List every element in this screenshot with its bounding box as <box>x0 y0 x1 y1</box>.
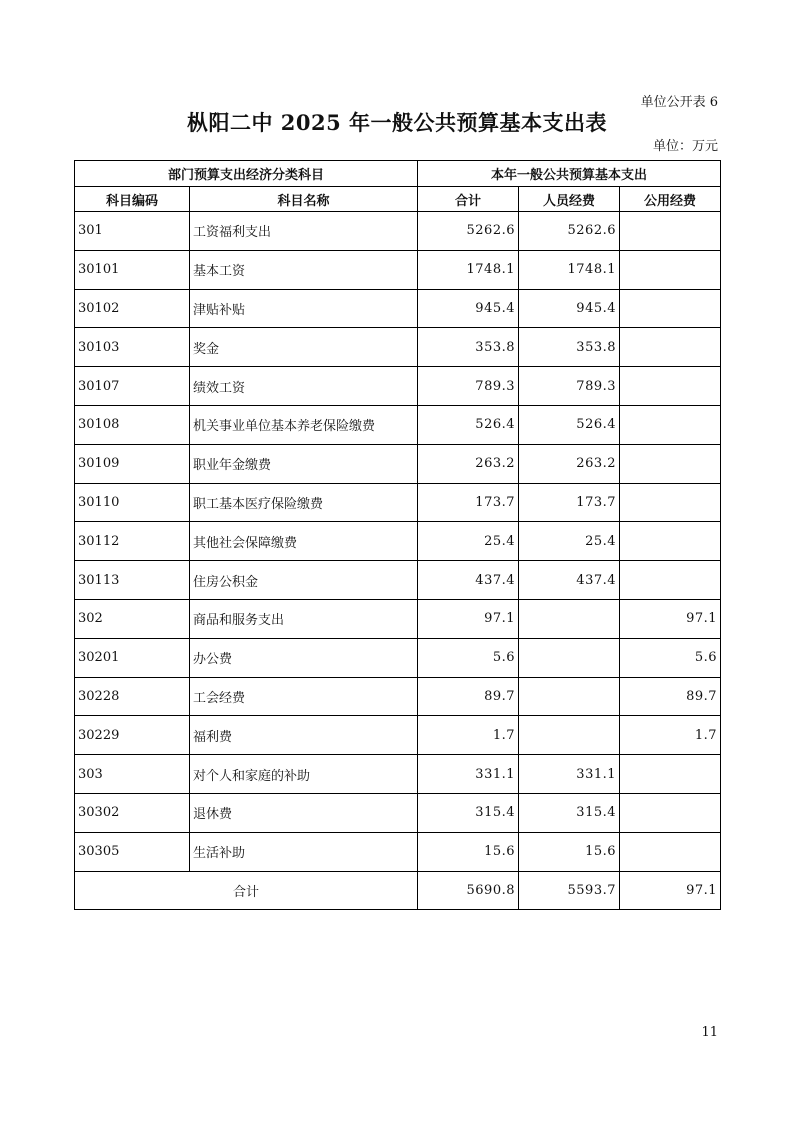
row-code: 30201 <box>75 638 190 677</box>
row-public: 97.1 <box>620 599 721 638</box>
row-total: 437.4 <box>418 561 519 600</box>
row-total: 173.7 <box>418 483 519 522</box>
page-title: 枞阳二中 2025 年一般公共预算基本支出表 <box>186 110 608 135</box>
table-row <box>75 444 721 483</box>
row-personnel <box>519 599 620 638</box>
row-name: 退休费 <box>190 793 418 832</box>
row-code: 303 <box>75 755 190 794</box>
row-personnel: 789.3 <box>519 367 620 406</box>
row-total: 526.4 <box>418 405 519 444</box>
table-row <box>75 599 721 638</box>
row-name: 绩效工资 <box>190 367 418 406</box>
total-label: 合计 <box>75 871 418 909</box>
row-code: 30102 <box>75 289 190 328</box>
row-code: 30229 <box>75 716 190 755</box>
unit-label: 单位：万元 <box>652 139 718 154</box>
total-row <box>75 871 721 909</box>
header-row-columns <box>75 187 721 212</box>
row-personnel: 353.8 <box>519 328 620 367</box>
table-row <box>75 405 721 444</box>
row-personnel: 15.6 <box>519 832 620 871</box>
row-total: 5262.6 <box>418 212 519 251</box>
row-public <box>620 561 721 600</box>
page-number: 11 <box>701 1025 718 1040</box>
row-code: 30112 <box>75 522 190 561</box>
table-row <box>75 755 721 794</box>
row-personnel <box>519 716 620 755</box>
row-name: 住房公积金 <box>190 561 418 600</box>
table-row <box>75 367 721 406</box>
table-row <box>75 793 721 832</box>
header-total: 合计 <box>418 187 519 212</box>
row-public <box>620 755 721 794</box>
row-name: 机关事业单位基本养老保险缴费 <box>190 405 418 444</box>
row-name: 福利费 <box>190 716 418 755</box>
row-total: 331.1 <box>418 755 519 794</box>
row-code: 30108 <box>75 405 190 444</box>
row-name: 对个人和家庭的补助 <box>190 755 418 794</box>
row-personnel: 25.4 <box>519 522 620 561</box>
header-code: 科目编码 <box>75 187 190 212</box>
row-total: 15.6 <box>418 832 519 871</box>
row-public: 5.6 <box>620 638 721 677</box>
table-row <box>75 832 721 871</box>
row-personnel: 1748.1 <box>519 250 620 289</box>
table-row <box>75 250 721 289</box>
row-code: 30305 <box>75 832 190 871</box>
row-name: 工资福利支出 <box>190 212 418 251</box>
table-row <box>75 522 721 561</box>
row-personnel: 437.4 <box>519 561 620 600</box>
row-code: 30109 <box>75 444 190 483</box>
row-code: 30107 <box>75 367 190 406</box>
row-name: 津贴补贴 <box>190 289 418 328</box>
table-row <box>75 716 721 755</box>
table-row <box>75 212 721 251</box>
table-row <box>75 677 721 716</box>
row-personnel <box>519 638 620 677</box>
row-public <box>620 367 721 406</box>
total-public: 97.1 <box>620 871 721 909</box>
row-public <box>620 483 721 522</box>
row-name: 办公费 <box>190 638 418 677</box>
row-code: 30103 <box>75 328 190 367</box>
row-code: 30113 <box>75 561 190 600</box>
row-public <box>620 793 721 832</box>
row-total: 315.4 <box>418 793 519 832</box>
row-total: 789.3 <box>418 367 519 406</box>
row-personnel: 263.2 <box>519 444 620 483</box>
header-economic-classification: 部门预算支出经济分类科目 <box>75 161 418 187</box>
row-public <box>620 832 721 871</box>
row-name: 奖金 <box>190 328 418 367</box>
row-public: 1.7 <box>620 716 721 755</box>
row-code: 30302 <box>75 793 190 832</box>
total-personnel: 5593.7 <box>519 871 620 909</box>
row-public <box>620 444 721 483</box>
form-number: 单位公开表 6 <box>640 95 718 110</box>
row-name: 职业年金缴费 <box>190 444 418 483</box>
header-row-group <box>75 161 721 187</box>
row-code: 302 <box>75 599 190 638</box>
row-code: 30110 <box>75 483 190 522</box>
row-name: 工会经费 <box>190 677 418 716</box>
table-body <box>75 212 721 872</box>
row-name: 职工基本医疗保险缴费 <box>190 483 418 522</box>
row-total: 1.7 <box>418 716 519 755</box>
row-total: 1748.1 <box>418 250 519 289</box>
table-row <box>75 483 721 522</box>
row-total: 945.4 <box>418 289 519 328</box>
row-public <box>620 522 721 561</box>
row-total: 89.7 <box>418 677 519 716</box>
row-total: 25.4 <box>418 522 519 561</box>
header-name: 科目名称 <box>190 187 418 212</box>
row-personnel: 173.7 <box>519 483 620 522</box>
row-code: 30228 <box>75 677 190 716</box>
row-public <box>620 250 721 289</box>
row-total: 263.2 <box>418 444 519 483</box>
row-personnel: 315.4 <box>519 793 620 832</box>
table-row <box>75 561 721 600</box>
row-personnel: 526.4 <box>519 405 620 444</box>
row-code: 30101 <box>75 250 190 289</box>
row-total: 353.8 <box>418 328 519 367</box>
row-personnel: 5262.6 <box>519 212 620 251</box>
row-personnel: 945.4 <box>519 289 620 328</box>
header-basic-expenditure: 本年一般公共预算基本支出 <box>418 161 721 187</box>
row-code: 301 <box>75 212 190 251</box>
budget-table <box>74 160 721 910</box>
row-total: 5.6 <box>418 638 519 677</box>
row-public: 89.7 <box>620 677 721 716</box>
row-name: 商品和服务支出 <box>190 599 418 638</box>
row-name: 生活补助 <box>190 832 418 871</box>
row-public <box>620 289 721 328</box>
total-total: 5690.8 <box>418 871 519 909</box>
row-public <box>620 328 721 367</box>
row-name: 基本工资 <box>190 250 418 289</box>
table-row <box>75 328 721 367</box>
table-row <box>75 638 721 677</box>
header-personnel: 人员经费 <box>519 187 620 212</box>
table-row <box>75 289 721 328</box>
header-public: 公用经费 <box>620 187 721 212</box>
row-public <box>620 212 721 251</box>
row-name: 其他社会保障缴费 <box>190 522 418 561</box>
row-personnel: 331.1 <box>519 755 620 794</box>
row-total: 97.1 <box>418 599 519 638</box>
row-public <box>620 405 721 444</box>
row-personnel <box>519 677 620 716</box>
